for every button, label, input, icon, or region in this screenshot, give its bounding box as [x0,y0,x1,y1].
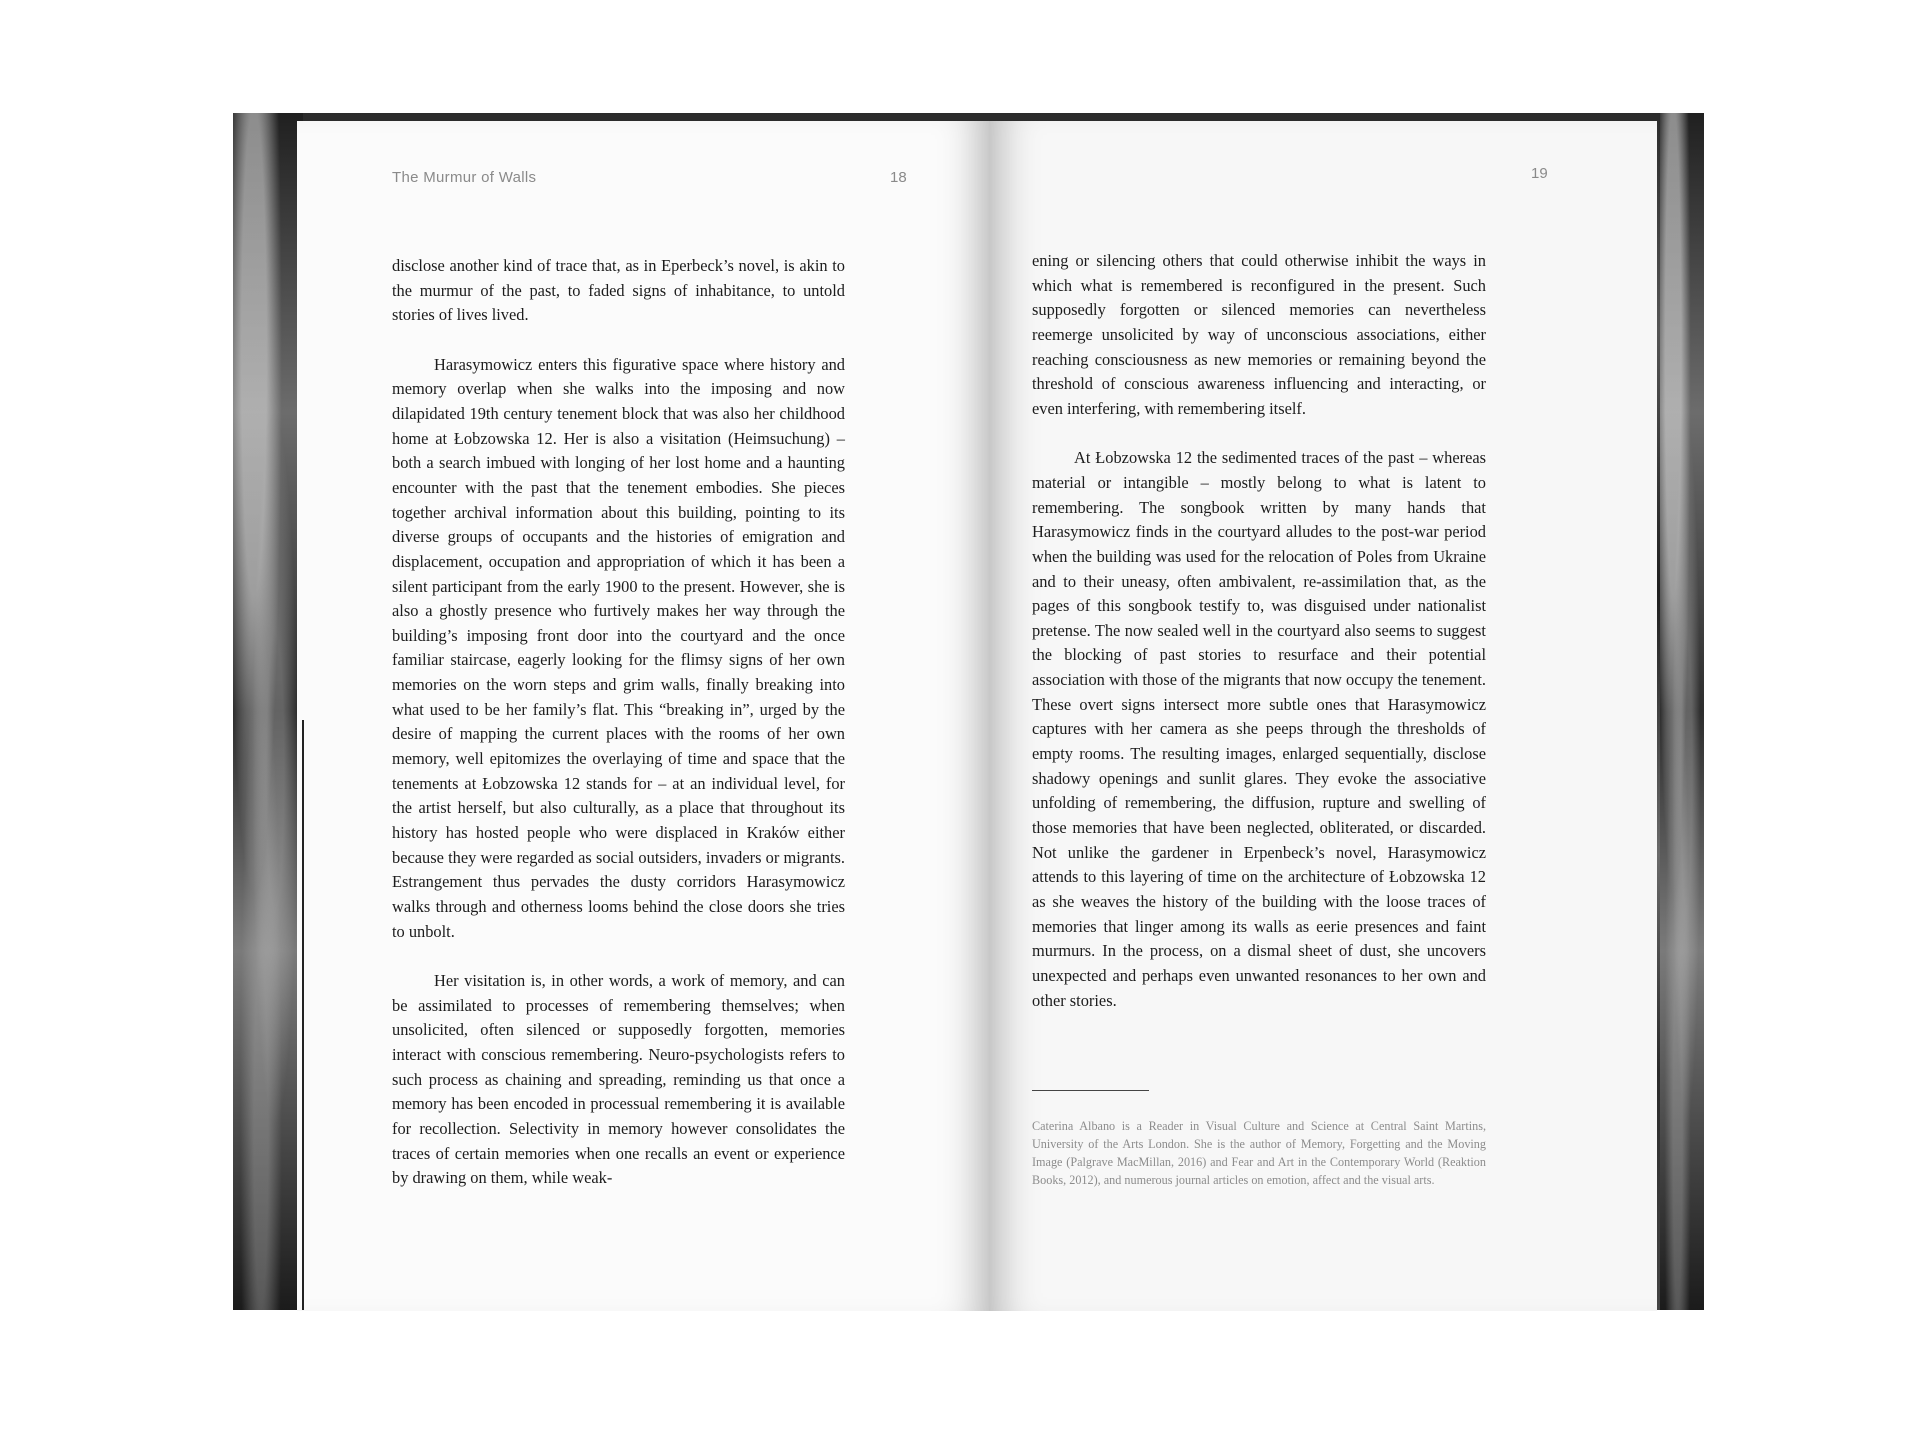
footnote-rule [1032,1090,1149,1091]
paragraph: Her visitation is, in other words, a work of memory, and can be assimilated to processes of remembering themselves; when unsolicited, often silenced or supposedly forgotten, memories interact with conscious remembering. Neuro-psychologists refers to such process as chaining and spreading, reminding us that once a memory has been encoded in processual remembering it is available for recollection. Selectivity in memory however consolidates the traces of certain memories when one recalls an event or experience by drawing on them, while weak- [392,971,845,1188]
author-footnote: Caterina Albano is a Reader in Visual Culture and Science at Central Saint Martins, University of the Arts London. She is the author of Memory, Forgetting and the Moving Image (Palgrave MacMillan, 2016) and Fear and Art in the Contemporary World (Reaktion Books, 2012), and numerous journal articles on emotion, affect and the visual arts. [1032,1119,1486,1187]
cover-image-left-edge [233,113,303,1310]
right-page-body [1032,249,1486,1013]
left-page [297,121,989,1311]
page-edge-line [302,720,304,1310]
page-number-left: 18 [890,169,907,186]
cover-image-right-edge [1660,113,1704,1310]
left-page-body [392,254,845,1191]
paragraph: At Łobzowska 12 the sedimented traces of the past – whereas material or intangible – mostly belong to what is latent to remembering. The songbook written by many hands that Harasymowicz finds in the courtyard alludes to the post-war period when the building was used for the relocation of Poles from Ukraine and to their uneasy, often ambivalent, re-assimilation that, as the pages of this songbook testify to, was disguised under nationalist pretense. The now sealed well in the courtyard also seems to suggest the blocking of past stories to resurface and their potential association with those of the migrants that now occupy the tenement. These overt signs intersect more subtle ones that Harasymowicz captures with her camera as she peeps through the thresholds of empty rooms. The resulting images, enlarged sequentially, disclose shadowy openings and sunlit glares. They evoke the associative unfolding of remembering, the diffusion, rupture and swelling of those memories that have been neglected, obliterated, or discarded. Not unlike the gardener in Erpenbeck’s novel, Harasymowicz attends to this layering of time on the architecture of Łobzowska 12 as she weaves the history of the building with the loose traces of memories that linger among its walls as eerie presences and faint murmurs. In the process, on a dismal sheet of dust, she uncovers unexpected and perhaps even unwanted resonances to her own and other stories. [1032,448,1486,1010]
paragraph: ening or silencing others that could otherwise inhibit the ways in which what is remembered is reconfigured in the present. Such supposedly forgotten or silenced memories can nevertheless reemerge unsolicited by way of unconscious associations, either reaching consciousness as new memories or remaining beyond the threshold of conscious awareness influencing and interacting, or even interfering, with remembering itself. [1032,251,1486,418]
paragraph: disclose another kind of trace that, as in Eperbeck’s novel, is akin to the murmur of the past, to faded signs of inhabitance, to untold stories of lives lived. [392,256,845,325]
page-number-right: 19 [1531,165,1548,182]
right-page [989,121,1657,1311]
paragraph: Harasymowicz enters this figurative space where history and memory overlap when she walks into the imposing and now dilapidated 19th century tenement block that was also her childhood home at Łobzowska 12. Her is also a visitation (Heimsuchung) – both a search imbued with longing of her lost home and a haunting encounter with the past that the tenement embodies. She pieces together archival information about this building, pointing to its diverse groups of occupants and the histories of emigration and displacement, occupation and appropriation of which it has been a silent participant from the early 1900 to the present. However, she is also a ghostly presence who furtively makes her way through the building’s imposing front door into the courtyard and the once familiar staircase, eagerly looking for the flimsy signs of her own memories on the worn steps and grim walls, finally breaking into what used to be her family’s flat. This “breaking in”, urged by the desire of mapping the current places with the rooms of her own memory, well epitomizes the overlaying of time and space that the tenements at Łobzowska 12 stands for – at an individual level, for the artist herself, but also culturally, as a place that throughout its history has hosted people who were displaced in Kraków either because they were regarded as social outsiders, invaders or migrants. Estrangement thus pervades the dusty corridors Harasymowicz walks through and otherness looms behind the close doors she tries to unbolt. [392,354,845,941]
running-head: The Murmur of Walls [392,169,537,186]
